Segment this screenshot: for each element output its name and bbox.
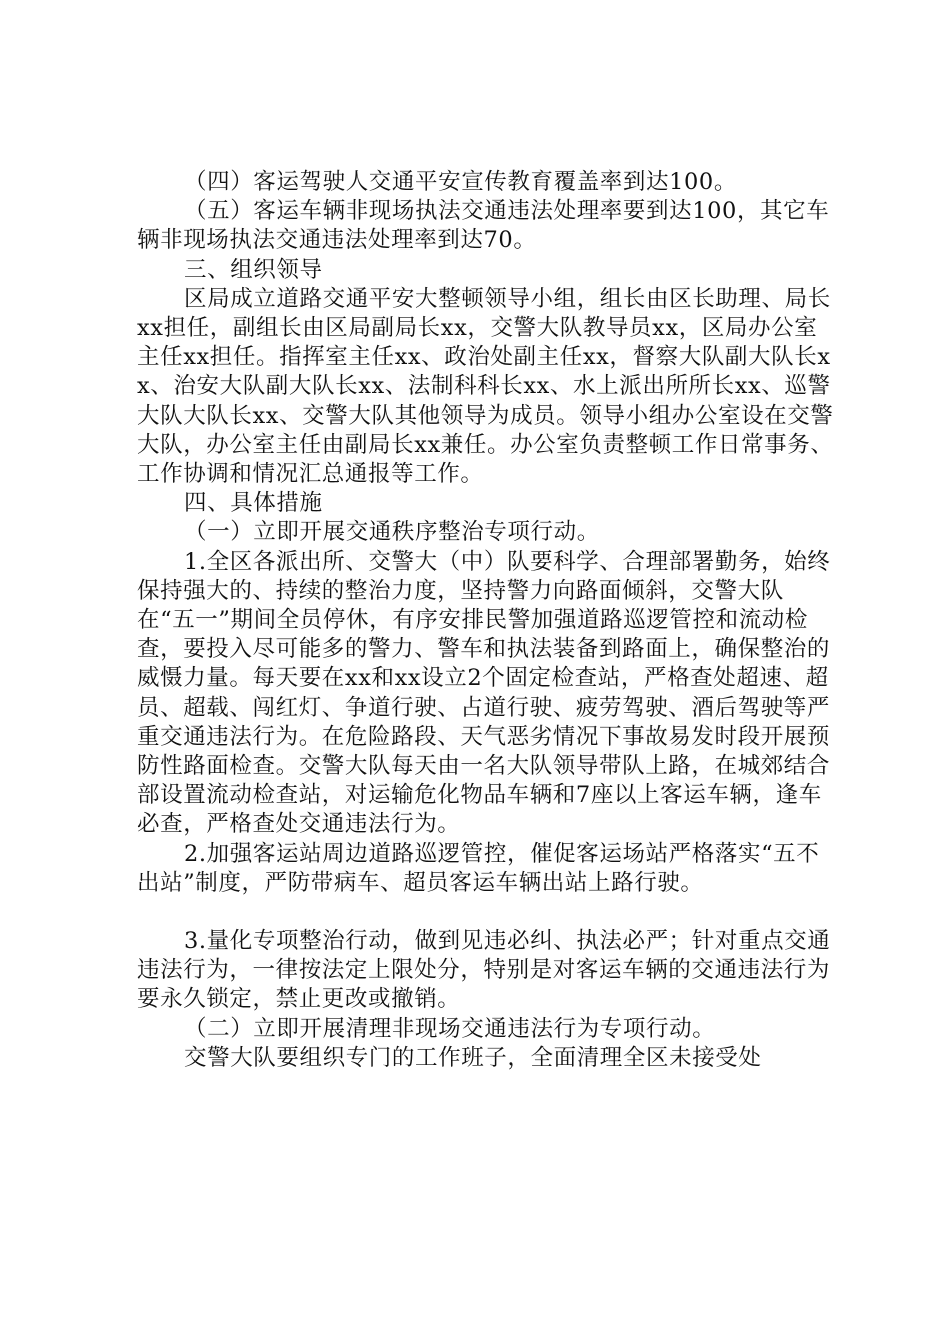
subsection-heading-1: （一）立即开展交通秩序整治专项行动。 [184, 519, 600, 546]
paragraph-goal-5: （五）客运车辆非现场执法交通违法处理率要到达100，其它车辆非现场执法交通违法处理率到达70。 [137, 198, 830, 254]
section-heading-organization: 三、组织领导 [184, 256, 323, 283]
paragraph-cleanup: 交警大队要组织专门的工作班子，全面清理全区未接受处 [184, 1044, 762, 1071]
subsection-heading-2: （二）立即开展清理非现场交通违法行为专项行动。 [184, 1015, 716, 1042]
paragraph-measure-1: 1.全区各派出所、交警大（中）队要科学、合理部署勤务，始终保持强大的、持续的整治力度，坚持警力向路面倾斜，交警大队在“五一”期间全员停休，有序安排民警加强道路巡逻管控和流动检查，要投入尽可能多的警力、警车和执法装备到路面上，确保整治的威慑力量。每天要在xx和xx设立2个固定检查站，严格查处超速、超员、超载、闯红灯、争道行驶、占道行驶、疲劳驾驶、酒后驾驶等严重交通违法行为。在危险路段、天气恶劣情况下事故易发时段开展预防性路面检查。交警大队每天由一名大队领导带队上路，在城郊结合部设置流动检查站，对运输危化物品车辆和7座以上客运车辆，逢车必查，严格查处交通违法行为。 [137, 548, 831, 838]
paragraph-organization: 区局成立道路交通平安大整顿领导小组，组长由区长助理、局长xx担任，副组长由区局副局长xx，交警大队教导员xx，区局办公室主任xx担任。指挥室主任xx、政治处副主任xx，督察大队副大队长xx、治安大队副大队长xx、法制科科长xx、水上派出所所长xx、巡警大队大队长xx、交警大队其他领导为成员。领导小组办公室设在交警大队，办公室主任由副局长xx兼任。办公室负责整顿工作日常事务、工作协调和情况汇总通报等工作。 [137, 285, 834, 488]
paragraph-measure-2: 2.加强客运站周边道路巡逻管控，催促客运场站严格落实“五不出站”制度，严防带病车、超员客运车辆出站上路行驶。 [137, 840, 820, 896]
paragraph-goal-4: （四）客运驾驶人交通平安宣传教育覆盖率到达100。 [184, 169, 737, 195]
section-heading-measures: 四、具体措施 [184, 490, 323, 517]
paragraph-measure-3: 3.量化专项整治行动，做到见违必纠、执法必严；针对重点交通违法行为，一律按法定上限处分，特别是对客运车辆的交通违法行为要永久锁定，禁止更改或撤销。 [137, 928, 831, 1013]
document-body [137, 168, 837, 1073]
paragraph-spacer [137, 898, 837, 927]
